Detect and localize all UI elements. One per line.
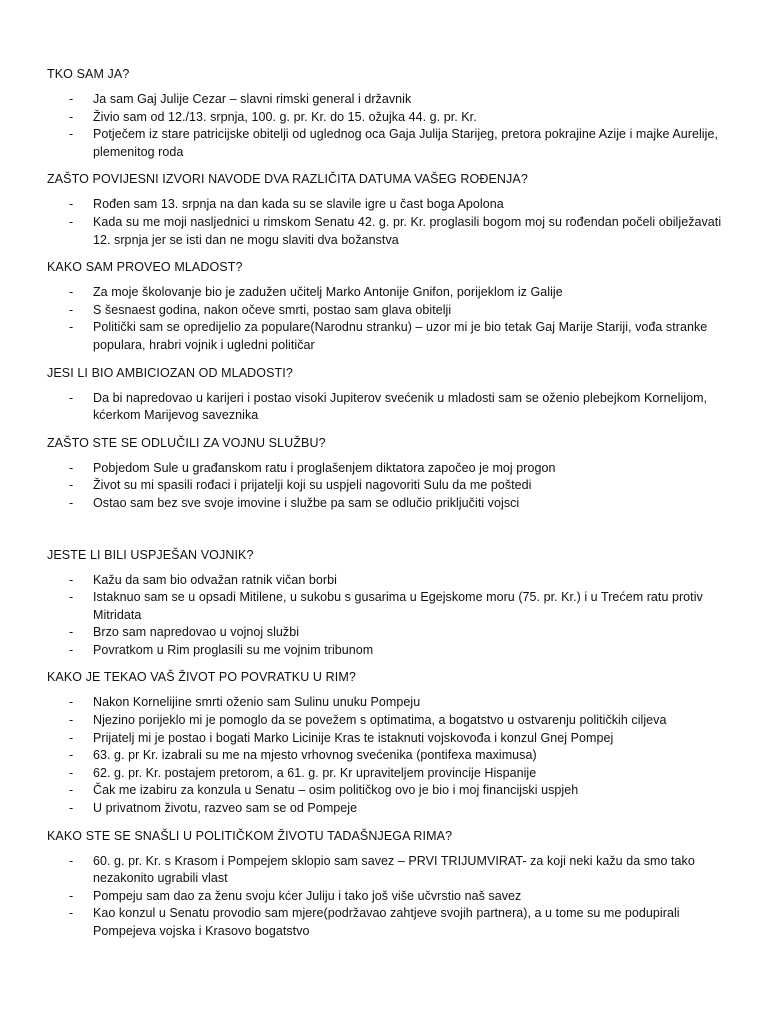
list-item xyxy=(47,712,728,730)
list-item xyxy=(47,495,728,513)
dash-bullet: - xyxy=(69,888,74,903)
list-item-text: Kada su me moji nasljednici u rimskom Senatu 42. g. pr. Kr. proglasili bogom moj su rođendan počeli obilježavati 12. srpnja jer se isti dan ne mogu slaviti dva božanstva xyxy=(93,214,722,247)
bullet-list xyxy=(47,284,728,354)
dash-bullet: - xyxy=(69,713,74,728)
list-item-text: Živio sam od 12./13. srpnja, 100. g. pr. Kr. do 15. ožujka 44. g. pr. Kr. xyxy=(93,109,477,124)
list-item xyxy=(47,730,728,748)
list-item xyxy=(47,319,728,354)
list-item xyxy=(47,109,728,127)
dash-bullet: - xyxy=(69,906,74,921)
dash-bullet: - xyxy=(69,783,74,798)
section-heading: KAKO SAM PROVEO MLADOST? xyxy=(47,260,243,275)
list-item-text: Povratkom u Rim proglasili su me vojnim tribunom xyxy=(93,642,374,657)
dash-bullet: - xyxy=(69,765,74,780)
dash-bullet: - xyxy=(69,92,74,106)
bullet-list xyxy=(47,390,728,425)
list-item xyxy=(47,477,728,495)
dash-bullet: - xyxy=(69,109,74,124)
bullet-list xyxy=(47,572,728,660)
list-item xyxy=(47,214,728,249)
dash-bullet: - xyxy=(69,127,74,142)
list-item xyxy=(47,196,728,214)
section-heading: KAKO STE SE SNAŠLI U POLITIČKOM ŽIVOTU TADAŠNJEGA RIMA? xyxy=(47,828,453,843)
bullet-list xyxy=(47,694,728,817)
list-item-text: 63. g. pr Kr. izabrali su me na mjesto vrhovnog svećenika (pontifexa maximusa) xyxy=(93,748,537,763)
dash-bullet: - xyxy=(69,625,74,640)
dash-bullet: - xyxy=(69,390,74,405)
dash-bullet: - xyxy=(69,285,74,300)
bullet-list xyxy=(47,460,728,513)
list-item-text: Njezino porijeklo mi je pomoglo da se povežem s optimatima, a bogatstvo u ostvarenju političkih ciljeva xyxy=(93,713,667,728)
dash-bullet: - xyxy=(69,748,74,763)
section-heading: KAKO JE TEKAO VAŠ ŽIVOT PO POVRATKU U RIM? xyxy=(47,670,356,685)
list-item-text: Ostao sam bez sve svoje imovine i službe pa sam se odlučio priključiti vojsci xyxy=(93,495,520,510)
list-item-text: Život su mi spasili rođaci i prijatelji koji su uspjeli nagovoriti Sulu da me poštedi xyxy=(93,478,532,493)
dash-bullet: - xyxy=(69,214,74,229)
list-item xyxy=(47,765,728,783)
section-heading: JESTE LI BILI USPJEŠAN VOJNIK? xyxy=(47,547,254,562)
dash-bullet: - xyxy=(69,572,74,587)
bullet-list xyxy=(47,853,728,941)
section-spacer xyxy=(47,523,728,547)
list-item-text: Pompeju sam dao za ženu svoju kćer Juliju i tako još više učvrstio naš savez xyxy=(93,888,522,903)
list-item-text: Ja sam Gaj Julije Cezar – slavni rimski general i državnik xyxy=(93,92,412,106)
list-item xyxy=(47,642,728,660)
list-item xyxy=(47,624,728,642)
list-item xyxy=(47,284,728,302)
list-item-text: Za moje školovanje bio je zadužen učitelj Marko Antonije Gnifon, porijeklom iz Galije xyxy=(93,285,563,300)
dash-bullet: - xyxy=(69,695,74,710)
list-item-text: 60. g. pr. Kr. s Krasom i Pompejem sklopio sam savez – PRVI TRIJUMVIRAT- za koji neki kažu da smo tako nezakonito ugrabili vlast xyxy=(93,853,695,886)
dash-bullet: - xyxy=(69,495,74,510)
dash-bullet: - xyxy=(69,460,74,475)
list-item-text: Da bi napredovao u karijeri i postao visoki Jupiterov svećenik u mladosti sam se oženio plebejkom Kornelijom, kćerkom Marijevog saveznika xyxy=(93,390,708,423)
list-item xyxy=(47,126,728,161)
list-item xyxy=(47,460,728,478)
dash-bullet: - xyxy=(69,642,74,657)
dash-bullet: - xyxy=(69,478,74,493)
list-item-text: Nakon Kornelijine smrti oženio sam Sulinu unuku Pompeju xyxy=(93,695,421,710)
list-item xyxy=(47,302,728,320)
bullet-list xyxy=(47,196,728,249)
dash-bullet: - xyxy=(69,320,74,335)
list-item xyxy=(47,888,728,906)
dash-bullet: - xyxy=(69,590,74,605)
list-item-text: Brzo sam napredovao u vojnoj službi xyxy=(93,625,300,640)
dash-bullet: - xyxy=(69,197,74,212)
dash-bullet: - xyxy=(69,730,74,745)
list-item xyxy=(47,589,728,624)
list-item-text: Politički sam se opredijelio za populare(Narodnu stranku) – uzor mi je bio tetak Gaj Marije Stariji, vođa stranke populara, hrabri vojnik i ugledni političar xyxy=(93,320,708,352)
section-heading: ZAŠTO STE SE ODLUČILI ZA VOJNU SLUŽBU? xyxy=(47,435,326,450)
list-item-text: Kažu da sam bio odvažan ratnik vičan borbi xyxy=(93,572,337,587)
list-item-text: S šesnaest godina, nakon očeve smrti, postao sam glava obitelji xyxy=(93,302,452,317)
list-item xyxy=(47,572,728,590)
list-item-text: Prijatelj mi je postao i bogati Marko Licinije Kras te istaknuti vojskovođa i konzul Gnej Pompej xyxy=(93,730,614,745)
list-item-text: Potječem iz stare patricijske obitelji od uglednog oca Gaja Julija Starijeg, pretora pokrajine Azije i majke Aurelije, plemenitog roda xyxy=(93,127,718,159)
list-item xyxy=(47,853,728,888)
list-item-text: U privatnom životu, razveo sam se od Pompeje xyxy=(93,801,358,816)
list-item xyxy=(47,694,728,712)
list-item-text: Kao konzul u Senatu provodio sam mjere(podržavao zahtjeve svojih partnera), a u tome su me podupirali Pompejeva vojska i Krasovo bogatstvo xyxy=(93,906,680,938)
section-heading: JESI LI BIO AMBICIOZAN OD MLADOSTI? xyxy=(47,365,293,380)
list-item-text: Čak me izabiru za konzula u Senatu – osim političkog ovo je bio i moj financijski uspjeh xyxy=(93,783,579,798)
dash-bullet: - xyxy=(69,853,74,868)
list-item-text: Rođen sam 13. srpnja na dan kada su se slavile igre u čast boga Apolona xyxy=(93,197,504,212)
list-item xyxy=(47,782,728,800)
list-item-text: Pobjedom Sule u građanskom ratu i proglašenjem diktatora započeo je moj progon xyxy=(93,460,556,475)
section-heading: TKO SAM JA? xyxy=(47,67,130,81)
list-item xyxy=(47,91,728,109)
list-item xyxy=(47,747,728,765)
dash-bullet: - xyxy=(69,302,74,317)
list-item xyxy=(47,905,728,940)
list-item xyxy=(47,390,728,425)
list-item-text: 62. g. pr. Kr. postajem pretorom, a 61. g. pr. Kr upraviteljem provincije Hispanije xyxy=(93,765,537,780)
list-item-text: Istaknuo sam se u opsadi Mitilene, u sukobu s gusarima u Egejskome moru (75. pr. Kr.) i u Trećem ratu protiv Mitridata xyxy=(93,590,703,622)
section-heading: ZAŠTO POVIJESNI IZVORI NAVODE DVA RAZLIČITA DATUMA VAŠEG ROĐENJA? xyxy=(47,172,528,187)
dash-bullet: - xyxy=(69,801,74,816)
list-item xyxy=(47,800,728,818)
bullet-list xyxy=(47,91,728,161)
